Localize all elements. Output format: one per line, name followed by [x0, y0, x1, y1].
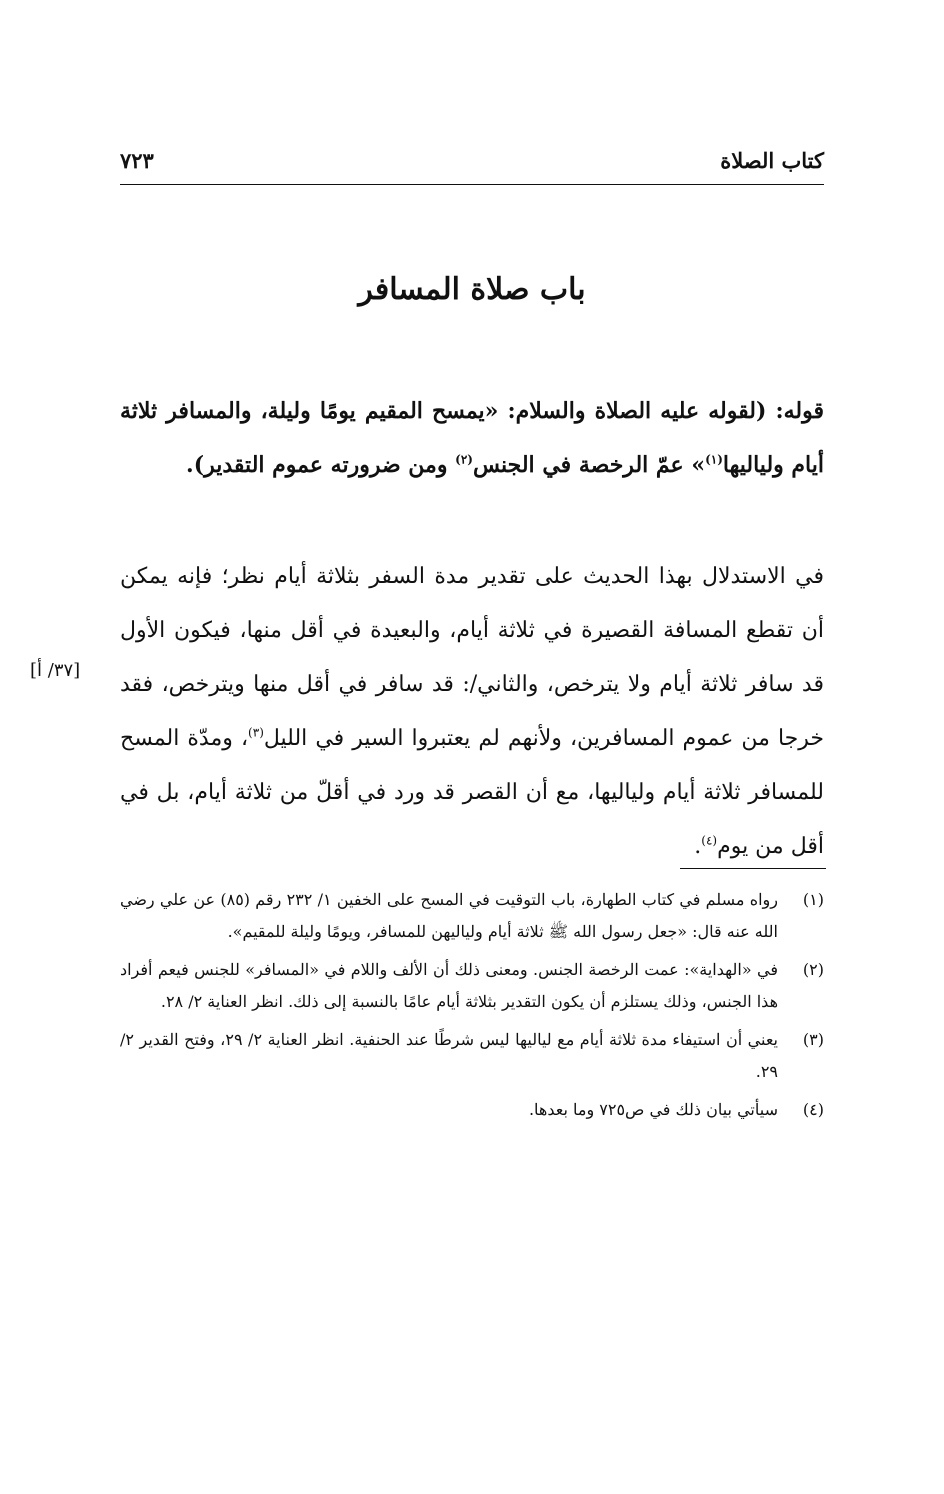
- footnote-separator: [680, 868, 826, 869]
- footnote: [120, 884, 824, 948]
- footnote-text: رواه مسلم في كتاب الطهارة، باب التوقيت في المسح على الخفين ١/ ٢٣٢ رقم (٨٥) عن علي رضي الله عنه قال: «جعل رسول الله ﷺ ثلاثة أيام ولياليهن للمسافر، ويومًا وليلة للمقيم».: [120, 890, 778, 941]
- footnote-number: (٣): [802, 1030, 824, 1049]
- paragraph-quote: [120, 384, 824, 492]
- page-number: ٧٢٣: [120, 148, 154, 173]
- footnote-ref-1[interactable]: (١): [705, 452, 723, 467]
- footnote: [120, 954, 824, 1018]
- chapter-title: باب صلاة المسافر: [358, 272, 586, 307]
- paragraph1-text-a: قوله: (لقوله عليه الصلاة والسلام: «يمسح المقيم يومًا وليلة، والمسافر ثلاثة أيام ولياليها: [120, 398, 824, 478]
- footnote-ref-4[interactable]: (٤): [701, 833, 718, 848]
- paragraph2-text-b: ، ومدّة المسح للمسافر ثلاثة أيام ولياليها، مع أن القصر قد ورد في أقلّ من ثلاثة أيام، بل في أقل من يوم: [120, 726, 824, 859]
- running-head: [120, 148, 824, 185]
- footnote-text: في «الهداية»: عمت الرخصة الجنس. ومعنى ذلك أن الألف واللام في «المسافر» للجنس فيعم أفراد هذا الجنس، وذلك يستلزم أن يكون التقدير بثلاثة أيام عامًا بالنسبة إلى ذلك. انظر العناية ٢/ ٢٨.: [120, 960, 778, 1011]
- footnote: [120, 1094, 824, 1126]
- running-head-book-title: كتاب الصلاة: [720, 148, 824, 173]
- footnote-number: (٤): [802, 1100, 824, 1119]
- footnote: [120, 1024, 824, 1088]
- footnotes: [120, 884, 824, 1132]
- paragraph2-text-c: .: [694, 834, 702, 859]
- paragraph1-text-b: » عمّ الرخصة في الجنس: [472, 452, 706, 478]
- paragraph2-text-a: في الاستدلال بهذا الحديث على تقدير مدة السفر بثلاثة أيام نظر؛ فإنه يمكن أن تقطع المسافة القصيرة في ثلاثة أيام، والبعيدة في أقل منها، فيكون الأول قد سافر ثلاثة أيام ولا يترخص، والثاني/: قد سافر في أقل منها ويترخص، فقد خرجا من عموم المسافرين، ولأنهم لم يعتبروا السير في الليل: [120, 564, 824, 751]
- footnote-text: يعني أن استيفاء مدة ثلاثة أيام مع لياليها ليس شرطًا عند الحنفية. انظر العناية ٢/ ٢٩، وفتح القدير ٢/ ٢٩.: [120, 1030, 778, 1081]
- footnote-text: سيأتي بيان ذلك في ص٧٢٥ وما بعدها.: [528, 1100, 778, 1119]
- footnote-ref-3[interactable]: (٣): [248, 725, 264, 740]
- paragraph1-text-c: ومن ضرورته عموم التقدير).: [186, 452, 456, 478]
- manuscript-folio-marker: [٣٧/ أ]: [30, 660, 81, 681]
- paragraph-commentary: [120, 550, 824, 874]
- footnote-number: (١): [802, 890, 824, 909]
- footnote-number: (٢): [802, 960, 824, 979]
- footnote-ref-2[interactable]: (٢): [455, 452, 473, 467]
